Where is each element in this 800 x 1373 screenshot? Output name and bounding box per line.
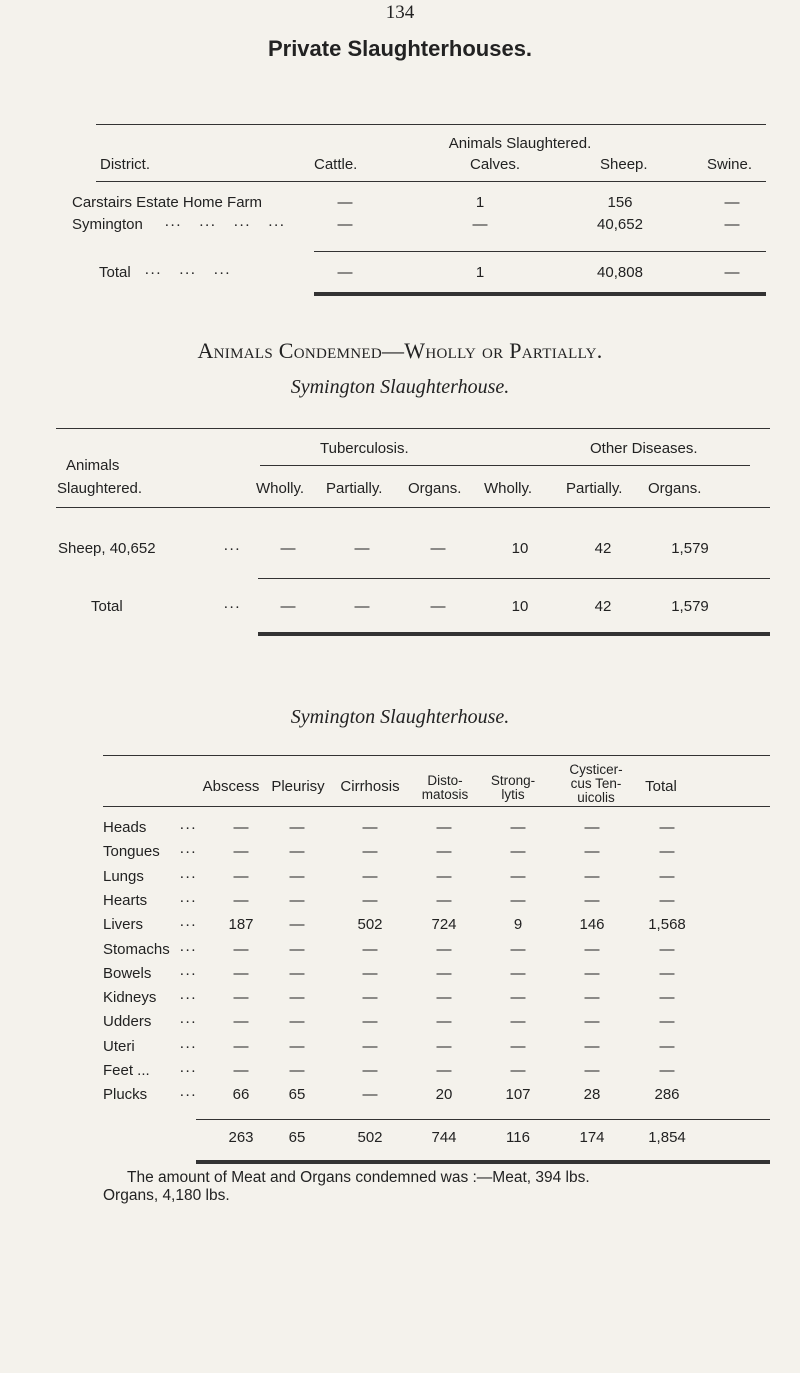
organ-label: Feet ... [103, 1062, 150, 1079]
table-rule [56, 428, 770, 429]
table-rule [96, 124, 766, 125]
value-cell: — [584, 989, 600, 1006]
value-cell: — [584, 1038, 600, 1055]
organ-label: Livers [103, 916, 144, 933]
value-cell: — [659, 1038, 675, 1055]
col-distomatosis: Disto- matosis [421, 773, 469, 802]
slaughterhouse-subheading: Symington Slaughterhouse. [290, 376, 510, 398]
value-cell: — [362, 843, 378, 860]
animals-cell: Sheep, 40,652 [58, 540, 156, 557]
col-sheep: Sheep. [600, 156, 648, 173]
organ-subheading: Symington Slaughterhouse. [290, 706, 510, 728]
value-cell: — [436, 1062, 452, 1079]
calves-cell: — [472, 216, 488, 233]
organ-label: Heads [103, 819, 147, 836]
value-cell: — [233, 819, 249, 836]
organ-label: Hearts [103, 892, 148, 909]
value-cell: — [289, 1038, 305, 1055]
value-cell: — [233, 965, 249, 982]
organ-label: Udders [103, 1013, 152, 1030]
leader-dots: ... [180, 866, 198, 882]
organ-label: Kidneys [103, 989, 157, 1006]
value-cell: — [659, 941, 675, 958]
value-cell: 107 [505, 1086, 531, 1103]
table-bottom-rule [314, 292, 766, 296]
table-rule [103, 755, 770, 756]
value-cell: — [584, 892, 600, 909]
value-cell: — [289, 916, 305, 933]
value-cell: 28 [583, 1086, 601, 1103]
organ-label: Plucks [103, 1086, 148, 1103]
value-cell: — [659, 843, 675, 860]
value-cell: — [362, 1038, 378, 1055]
value-cell: — [659, 1013, 675, 1030]
value-cell: — [584, 1013, 600, 1030]
value-cell: — [362, 1062, 378, 1079]
col-animals: Slaughtered. [57, 480, 143, 497]
value-cell: — [510, 892, 526, 909]
cattle-cell: — [337, 216, 353, 233]
tb-organs-total: — [430, 598, 446, 615]
value-cell: — [289, 965, 305, 982]
value-cell: — [659, 892, 675, 909]
group-other-diseases: Other Diseases. [590, 440, 698, 457]
value-cell: — [289, 1062, 305, 1079]
col-total: Total [645, 778, 677, 795]
value-cell: — [584, 868, 600, 885]
leader-dots: ... [180, 1060, 198, 1076]
leader-dots: ... [180, 1011, 198, 1027]
tb-wholly-total: — [280, 598, 296, 615]
cattle-cell: — [337, 194, 353, 211]
table-bottom-rule [258, 632, 770, 636]
other-organs-total: 1,579 [671, 598, 709, 615]
value-cell: — [436, 989, 452, 1006]
leader-dots: ... [224, 596, 242, 612]
value-cell: — [659, 868, 675, 885]
page-number: 134 [385, 2, 415, 23]
condemned-heading: Animals Condemned—Wholly or Partially. [197, 338, 603, 363]
value-cell: — [289, 843, 305, 860]
value-cell: — [362, 892, 378, 909]
leader-dots: ... [180, 1084, 198, 1100]
table-rule [260, 465, 750, 466]
value-cell: — [584, 1062, 600, 1079]
value-cell: — [510, 1038, 526, 1055]
value-cell: — [584, 819, 600, 836]
organ-label: Bowels [103, 965, 152, 982]
leader-dots: ... [180, 841, 198, 857]
other-partially-total: 42 [594, 598, 612, 615]
total-cell: 263 [228, 1129, 254, 1146]
leader-dots: ... [180, 939, 198, 955]
tb-partially-cell: — [354, 540, 370, 557]
table-rule [103, 806, 770, 807]
value-cell: — [510, 868, 526, 885]
col-organs-other: Organs. [648, 480, 702, 497]
value-cell: — [659, 965, 675, 982]
value-cell: — [233, 868, 249, 885]
col-cysticercus: Cysticer- cus Ten- uicolis [569, 762, 623, 805]
total-cell: 65 [288, 1129, 306, 1146]
value-cell: 502 [357, 916, 383, 933]
value-cell: — [362, 1013, 378, 1030]
sheep-cell: 156 [607, 194, 633, 211]
value-cell: — [510, 941, 526, 958]
col-partially-other: Partially. [566, 480, 623, 497]
value-cell: 1,568 [648, 916, 686, 933]
value-cell: 146 [579, 916, 605, 933]
group-header: Animals Slaughtered. [448, 135, 592, 152]
table-rule [196, 1119, 770, 1120]
value-cell: — [233, 1062, 249, 1079]
tb-organs-cell: — [430, 540, 446, 557]
organ-label: Uteri [103, 1038, 135, 1055]
other-organs-cell: 1,579 [671, 540, 709, 557]
value-cell: 9 [513, 916, 523, 933]
value-cell: — [510, 843, 526, 860]
leader-dots: ... [180, 817, 198, 833]
value-cell: — [362, 819, 378, 836]
total-cell: 116 [506, 1129, 530, 1146]
value-cell: — [436, 965, 452, 982]
value-cell: — [289, 892, 305, 909]
district-cell: Carstairs Estate Home Farm [72, 194, 263, 211]
value-cell: 187 [228, 916, 254, 933]
organ-label: Stomachs [103, 941, 170, 958]
other-wholly-cell: 10 [511, 540, 529, 557]
value-cell: — [233, 892, 249, 909]
value-cell: — [659, 989, 675, 1006]
value-cell: — [436, 819, 452, 836]
col-district: District. [100, 156, 150, 173]
col-abscess: Abscess [202, 778, 260, 795]
total-cell: 744 [431, 1129, 457, 1146]
total-cell: 1,854 [648, 1129, 686, 1146]
total-cell: 502 [357, 1129, 383, 1146]
table-bottom-rule [196, 1160, 770, 1164]
value-cell: — [289, 819, 305, 836]
col-animals: Animals [66, 457, 120, 474]
leader-dots: ... [180, 890, 198, 906]
sheep-total: 40,808 [597, 264, 643, 281]
calves-cell: 1 [475, 194, 485, 211]
value-cell: — [289, 989, 305, 1006]
col-cirrhosis: Cirrhosis [340, 778, 400, 795]
value-cell: — [289, 868, 305, 885]
value-cell: — [362, 965, 378, 982]
cattle-total: — [337, 264, 353, 281]
value-cell: — [233, 989, 249, 1006]
calves-total: 1 [475, 264, 485, 281]
value-cell: — [362, 868, 378, 885]
other-wholly-total: 10 [511, 598, 529, 615]
value-cell: 20 [435, 1086, 453, 1103]
value-cell: — [362, 941, 378, 958]
col-wholly: Wholly. [256, 480, 305, 497]
value-cell: — [289, 941, 305, 958]
leader-dots: ... ... ... ... [165, 214, 286, 230]
total-label: Total [99, 264, 131, 281]
value-cell: 66 [232, 1086, 250, 1103]
tb-wholly-cell: — [280, 540, 296, 557]
value-cell: — [362, 989, 378, 1006]
value-cell: — [436, 868, 452, 885]
swine-cell: — [724, 194, 740, 211]
table-rule [314, 251, 766, 252]
district-cell: Symington [72, 216, 143, 233]
leader-dots: ... [180, 987, 198, 1003]
value-cell: — [289, 1013, 305, 1030]
value-cell: — [659, 819, 675, 836]
value-cell: 724 [431, 916, 457, 933]
value-cell: — [510, 1062, 526, 1079]
total-label: Total [91, 598, 123, 615]
value-cell: — [233, 843, 249, 860]
value-cell: 65 [288, 1086, 306, 1103]
value-cell: — [233, 941, 249, 958]
swine-cell: — [724, 216, 740, 233]
value-cell: — [436, 941, 452, 958]
page-title: Private Slaughterhouses. [267, 36, 533, 61]
col-pleurisy: Pleurisy [271, 778, 325, 795]
table-rule [96, 181, 766, 182]
leader-dots: ... [180, 963, 198, 979]
leader-dots: ... [180, 914, 198, 930]
value-cell: — [584, 843, 600, 860]
total-cell: 174 [579, 1129, 605, 1146]
table-rule [258, 578, 770, 579]
organ-label: Tongues [103, 843, 160, 860]
value-cell: — [436, 892, 452, 909]
col-calves: Calves. [470, 156, 521, 173]
group-tuberculosis: Tuberculosis. [320, 440, 409, 457]
footer-note: Organs, 4,180 lbs. [103, 1187, 230, 1204]
value-cell: — [233, 1038, 249, 1055]
value-cell: — [584, 941, 600, 958]
value-cell: — [584, 965, 600, 982]
leader-dots: ... [180, 1036, 198, 1052]
col-swine: Swine. [707, 156, 753, 173]
col-organs: Organs. [408, 480, 462, 497]
value-cell: — [436, 843, 452, 860]
tb-partially-total: — [354, 598, 370, 615]
table-rule [56, 507, 770, 508]
value-cell: — [659, 1062, 675, 1079]
value-cell: — [233, 1013, 249, 1030]
col-stronglytis: Strong- lytis [490, 773, 536, 802]
value-cell: — [510, 1013, 526, 1030]
value-cell: — [436, 1013, 452, 1030]
other-partially-cell: 42 [594, 540, 612, 557]
value-cell: — [510, 989, 526, 1006]
col-partially: Partially. [326, 480, 383, 497]
value-cell: — [436, 1038, 452, 1055]
leader-dots: ... [224, 538, 242, 554]
col-cattle: Cattle. [314, 156, 358, 173]
swine-total: — [724, 264, 740, 281]
footer-note: The amount of Meat and Organs condemned was :—Meat, 394 lbs. [127, 1169, 590, 1186]
organ-label: Lungs [103, 868, 144, 885]
value-cell: — [510, 965, 526, 982]
value-cell: — [362, 1086, 378, 1103]
col-wholly-other: Wholly. [484, 480, 533, 497]
value-cell: 286 [654, 1086, 680, 1103]
leader-dots: ... ... ... [145, 262, 232, 278]
value-cell: — [510, 819, 526, 836]
sheep-cell: 40,652 [597, 216, 643, 233]
